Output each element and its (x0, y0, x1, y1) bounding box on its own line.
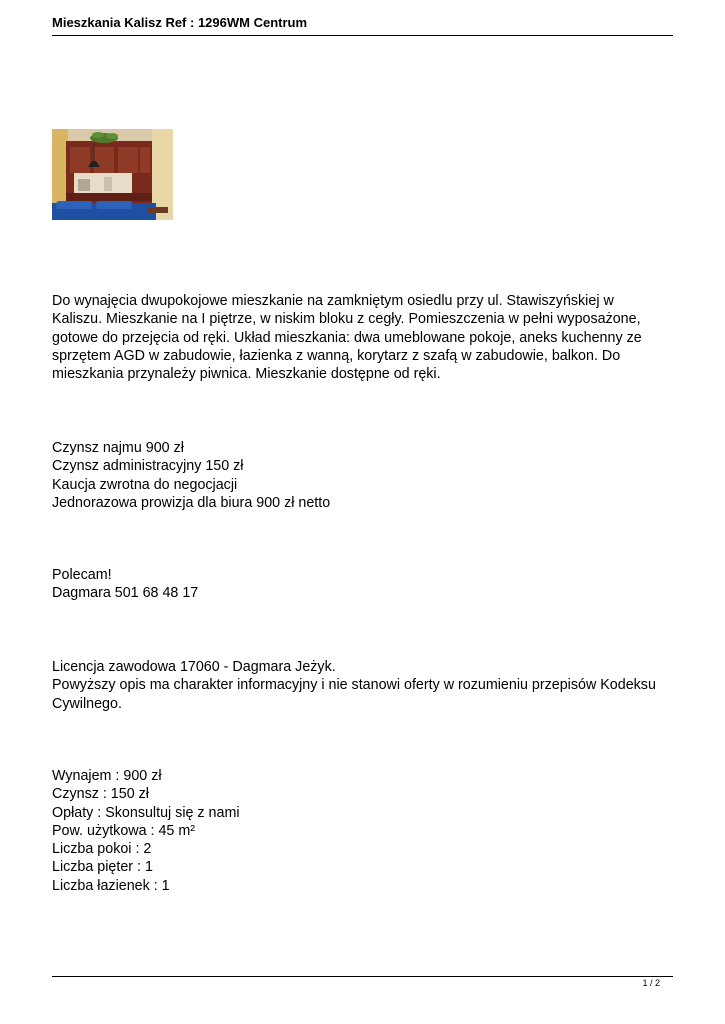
cost-line: Czynsz administracyjny 150 zł (52, 458, 244, 475)
contact-phone: Dagmara 501 68 48 17 (52, 585, 199, 602)
license-section (52, 658, 677, 713)
detail-item: Liczba pokoi : 2 (52, 841, 152, 858)
contact-section (52, 566, 677, 603)
disclaimer-line: Cywilnego. (52, 695, 122, 712)
detail-item: Opłaty : Skonsultuj się z nami (52, 804, 240, 821)
detail-item: Pow. użytkowa : 45 m² (52, 822, 196, 839)
detail-item: Liczba łazienek : 1 (52, 877, 170, 894)
page-number: 1 / 2 (642, 978, 660, 988)
costs-section (52, 439, 677, 512)
document-title: Mieszkania Kalisz Ref : 1296WM Centrum (52, 15, 308, 30)
cost-line: Czynsz najmu 900 zł (52, 440, 184, 456)
cost-line: Kaucja zwrotna do negocjacji (52, 476, 238, 493)
details-list (52, 767, 677, 895)
description-line: mieszkania przynależy piwnica. Mieszkanie dostępne od ręki. (52, 366, 441, 383)
apartment-photo (52, 129, 173, 220)
description-line: Kaliszu. Mieszkanie na I piętrze, w niskim bloku z cegły. Pomieszczenia w pełni wyposażone, (52, 311, 641, 328)
detail-item: Liczba pięter : 1 (52, 859, 153, 876)
contact-line: Polecam! (52, 567, 112, 583)
detail-item: Wynajem : 900 zł (52, 768, 162, 784)
description-line: Do wynajęcia dwupokojowe mieszkanie na zamkniętym osiedlu przy ul. Stawiszyńskiej w (52, 293, 614, 309)
description-line: gotowe do przejęcia od ręki. Układ mieszkania: dwa umeblowane pokoje, aneks kuchenny ze (52, 329, 642, 346)
description-paragraph (52, 292, 677, 383)
description-line: sprzętem AGD w zabudowie, łazienka z wanną, korytarz z szafą w zabudowie, balkon. Do (52, 347, 621, 364)
disclaimer-line: Powyższy opis ma charakter informacyjny i nie stanowi oferty w rozumieniu przepisów Kodeksu (52, 677, 656, 694)
footer-divider (52, 976, 673, 977)
cost-line: Jednorazowa prowizja dla biura 900 zł netto (52, 494, 331, 511)
detail-item: Czynsz : 150 zł (52, 786, 149, 803)
license-line: Licencja zawodowa 17060 - Dagmara Jeżyk. (52, 659, 336, 675)
header-divider (52, 35, 673, 36)
